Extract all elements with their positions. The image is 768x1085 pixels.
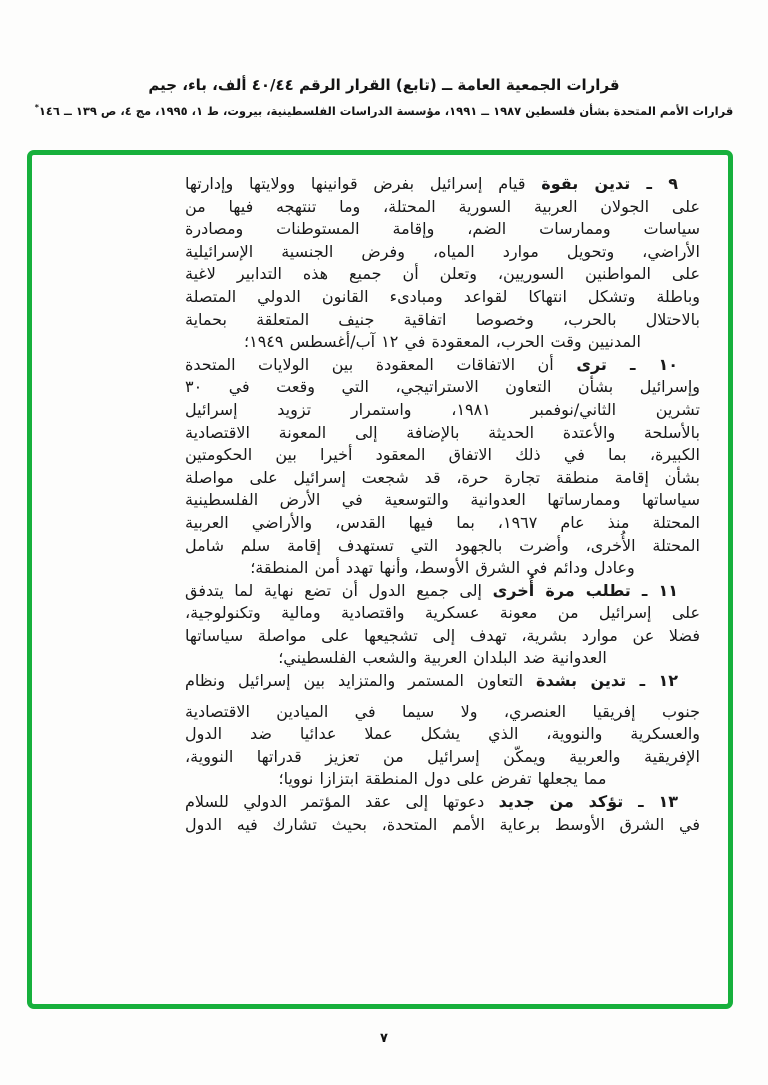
operative-clause-lead: ١١ ـ تطلب مرة أُخرى: [492, 580, 678, 600]
text-line: المحتلة منذ عام ١٩٦٧، بما فيها القدس، والأراضي العربية: [185, 512, 700, 532]
text-line: والعسكرية والنووية، الذي يشكل عملا عدائيا ضد الدول: [185, 724, 700, 744]
text-line: الأراضي، وتحويل موارد المياه، وفرض الجنسية الإسرائيلية: [185, 241, 700, 261]
text-line: بالاحتلال بالحرب، وخصوصا اتفاقية جنيف المتعلقة بحماية: [185, 309, 700, 329]
operative-clause-lead: ٩ ـ تدين بقوة: [541, 174, 678, 193]
text-line: الكبيرة، بما في ذلك الاتفاق المعقود أخيرا بين الحكومتين: [185, 445, 700, 465]
text-line: ٩ ـ تدين بقوة قيام إسرائيل بفرض قوانينها وولايتها وإدارتها: [185, 174, 678, 193]
text-line: وإسرائيل بشأن التعاون الاستراتيجي، التي وقعت في ٣٠: [185, 377, 700, 397]
resolution-body-text: [185, 173, 700, 836]
operative-clause-lead: ١٠ ـ ترى: [576, 354, 679, 374]
text-line: ١٣ ـ تؤكد من جديد دعوتها إلى عقد المؤتمر الدولي للسلام: [185, 792, 678, 812]
text-line: وعادل ودائم في الشرق الأوسط، وأنها تهدد أمن المنطقة؛: [250, 558, 635, 578]
text-line: وباطلة وتشكل انتهاكا لقواعد ومبادىء القانون الدولي المتصلة: [185, 286, 700, 306]
citation-text: قرارات الأمم المتحدة بشأن فلسطين ١٩٨٧ ــ ١٩٩١، مؤسسة الدراسات الفلسطينية، بيروت، ط ١، ١٩٩٥، مج ٤، ص ١٣٩ ــ ١٤٦: [38, 103, 734, 118]
text-line: المدنيين وقت الحرب، المعقودة في ١٢ آب/أغسطس ١٩٤٩؛: [244, 332, 641, 352]
resolution-title: قرارات الجمعية العامة ــ (تابع) القرار الرقم ٤٠/٤٤ ألف، باء، جيم: [148, 76, 620, 94]
text-line: بشأن إقامة منطقة تجارة حرة، قد شجعت إسرائيل على مواصلة: [185, 467, 700, 487]
operative-clause-lead: ١٣ ـ تؤكد من جديد: [498, 792, 678, 812]
footnote-mark: *: [34, 103, 39, 112]
text-line: فضلا عن موارد بشرية، تهدف إلى تشجيعها على مواصلة سياساتها: [185, 625, 700, 645]
text-line: ١٢ ـ تدين بشدة التعاون المستمر والمتزايد بين إسرائيل ونظام: [185, 671, 679, 691]
page-header: [0, 76, 768, 118]
text-line: ١١ ـ تطلب مرة أُخرى إلى جميع الدول أن تضع نهاية لما يتدفق: [185, 580, 678, 600]
text-line: على المواطنين السوريين، وتعلن أن جميع هذه التدابير لاغية: [185, 264, 700, 284]
text-line: ١٠ ـ ترى أن الاتفاقات المعقودة بين الولايات المتحدة: [185, 354, 679, 374]
text-line: سياسات وممارسات الضم، وإقامة المستوطنات ومصادرة: [185, 219, 700, 239]
source-citation: [0, 103, 768, 118]
text-line: على إسرائيل من معونة عسكرية واقتصادية ومالية وتكنولوجية،: [185, 603, 700, 623]
operative-clause-lead: ١٢ ـ تدين بشدة: [536, 671, 679, 691]
text-line: المحتلة الأُخرى، وأضرت بالجهود التي تستهدف إقامة سلم شامل: [185, 535, 700, 555]
text-line: سياساتها وممارساتها العدوانية والتوسعية في الأرض الفلسطينية: [185, 490, 700, 510]
text-line: الإفريقية والعربية ويمكّن إسرائيل من تعزيز قدراتها النووية،: [185, 746, 700, 766]
text-line: مما يجعلها تفرض على دول المنطقة ابتزازا نوويا؛: [278, 769, 607, 789]
text-line: العدوانية ضد البلدان العربية والشعب الفلسطيني؛: [278, 648, 607, 668]
text-line: بالأسلحة والأعتدة الحديثة بالإضافة إلى المعونة الاقتصادية: [185, 422, 700, 442]
page-number: ٧: [380, 1031, 388, 1046]
text-line: تشرين الثاني/نوفمبر ١٩٨١، واستمرار تزويد إسرائيل: [185, 399, 700, 419]
text-line: جنوب إفريقيا العنصري، ولا سيما في الميادين الاقتصادية: [185, 701, 700, 721]
text-line: في الشرق الأوسط برعاية الأمم المتحدة، بحيث تشارك فيه الدول: [185, 814, 700, 834]
text-line: على الجولان العربية السورية المحتلة، وما تنتهجه فيها من: [185, 196, 700, 216]
